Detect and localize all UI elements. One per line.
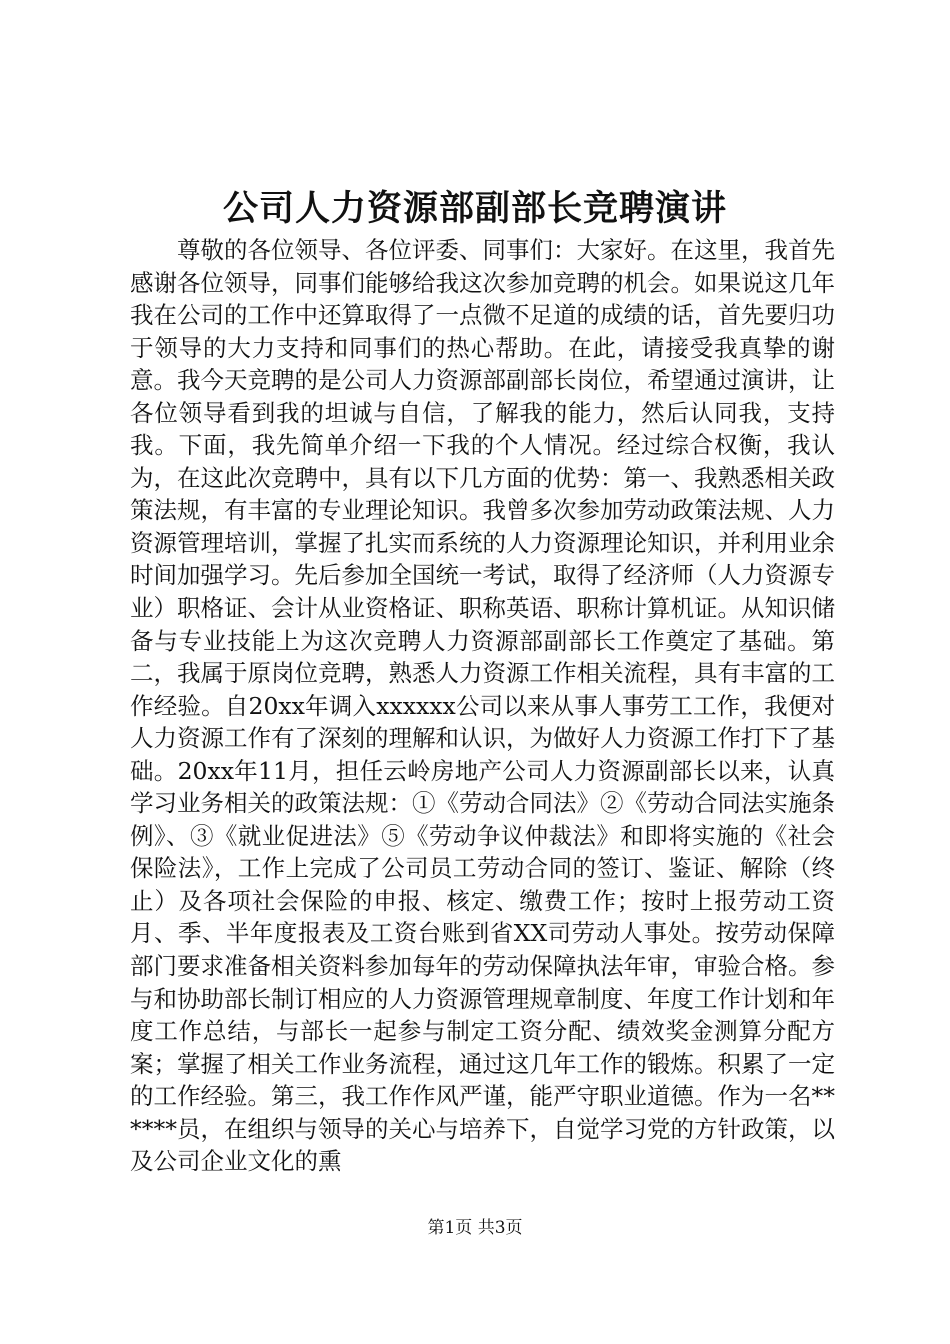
page-number-footer: 第1页 共3页 (427, 1218, 523, 1238)
document-title: 公司人力资源部副部长竞聘演讲 (222, 188, 727, 229)
document-body-paragraph: 尊敬的各位领导、各位评委、同事们：大家好。在这里，我首先感谢各位领导，同事们能够给我这次参加竞聘的机会。如果说这几年我在公司的工作中还算取得了一点微不足道的成绩的话，首先要归功于领导的大力支持和同事们的热心帮助。在此，请接受我真挚的谢意。我今天竞聘的是公司人力资源部副部长岗位，希望通过演讲，让各位领导看到我的坦诚与自信，了解我的能力，然后认同我，支持我。下面，我先简单介绍一下我的个人情况。经过综合权衡，我认为，在这此次竞聘中，具有以下几方面的优势：第一、我熟悉相关政策法规，有丰富的专业理论知识。我曾多次参加劳动政策法规、人力资源管理培训，掌握了扎实而系统的人力资源理论知识，并利用业余时间加强学习。先后参加全国统一考试，取得了经济师（人力资源专业）职格证、会计从业资格证、职称英语、职称计算机证。从知识储备与专业技能上为这次竞聘人力资源部副部长工作奠定了基础。第二，我属于原岗位竞聘，熟悉人力资源工作相关流程，具有丰富的工作经验。自20xx年调入xxxxxx公司以来从事人事劳工工作，我便对人力资源工作有了深刻的理解和认识，为做好人力资源工作打下了基础。20xx年11月，担任云岭房地产公司人力资源副部长以来，认真学习业务相关的政策法规：①《劳动合同法》②《劳动合同法实施条例》、③《就业促进法》⑤《劳动争议仲裁法》和即将实施的《社会保险法》，工作上完成了公司员工劳动合同的签订、鉴证、解除（终止）及各项社会保险的申报、核定、缴费工作；按时上报劳动工资月、季、半年度报表及工资台账到省XX司劳动人事处。按劳动保障部门要求准备相关资料参加每年的劳动保障执法年审，审验合格。参与和协助部长制订相应的人力资源管理规章制度、年度工作计划和年度工作总结，与部长一起参与制定工资分配、绩效奖金测算分配方案；掌握了相关工作业务流程，通过这几年工作的锻炼。积累了一定的工作经验。第三，我工作作风严谨，能严守职业道德。作为一名******员，在组织与领导的关心与培养下，自觉学习党的方针政策，以及公司企业文化的熏 (130, 236, 835, 1176)
